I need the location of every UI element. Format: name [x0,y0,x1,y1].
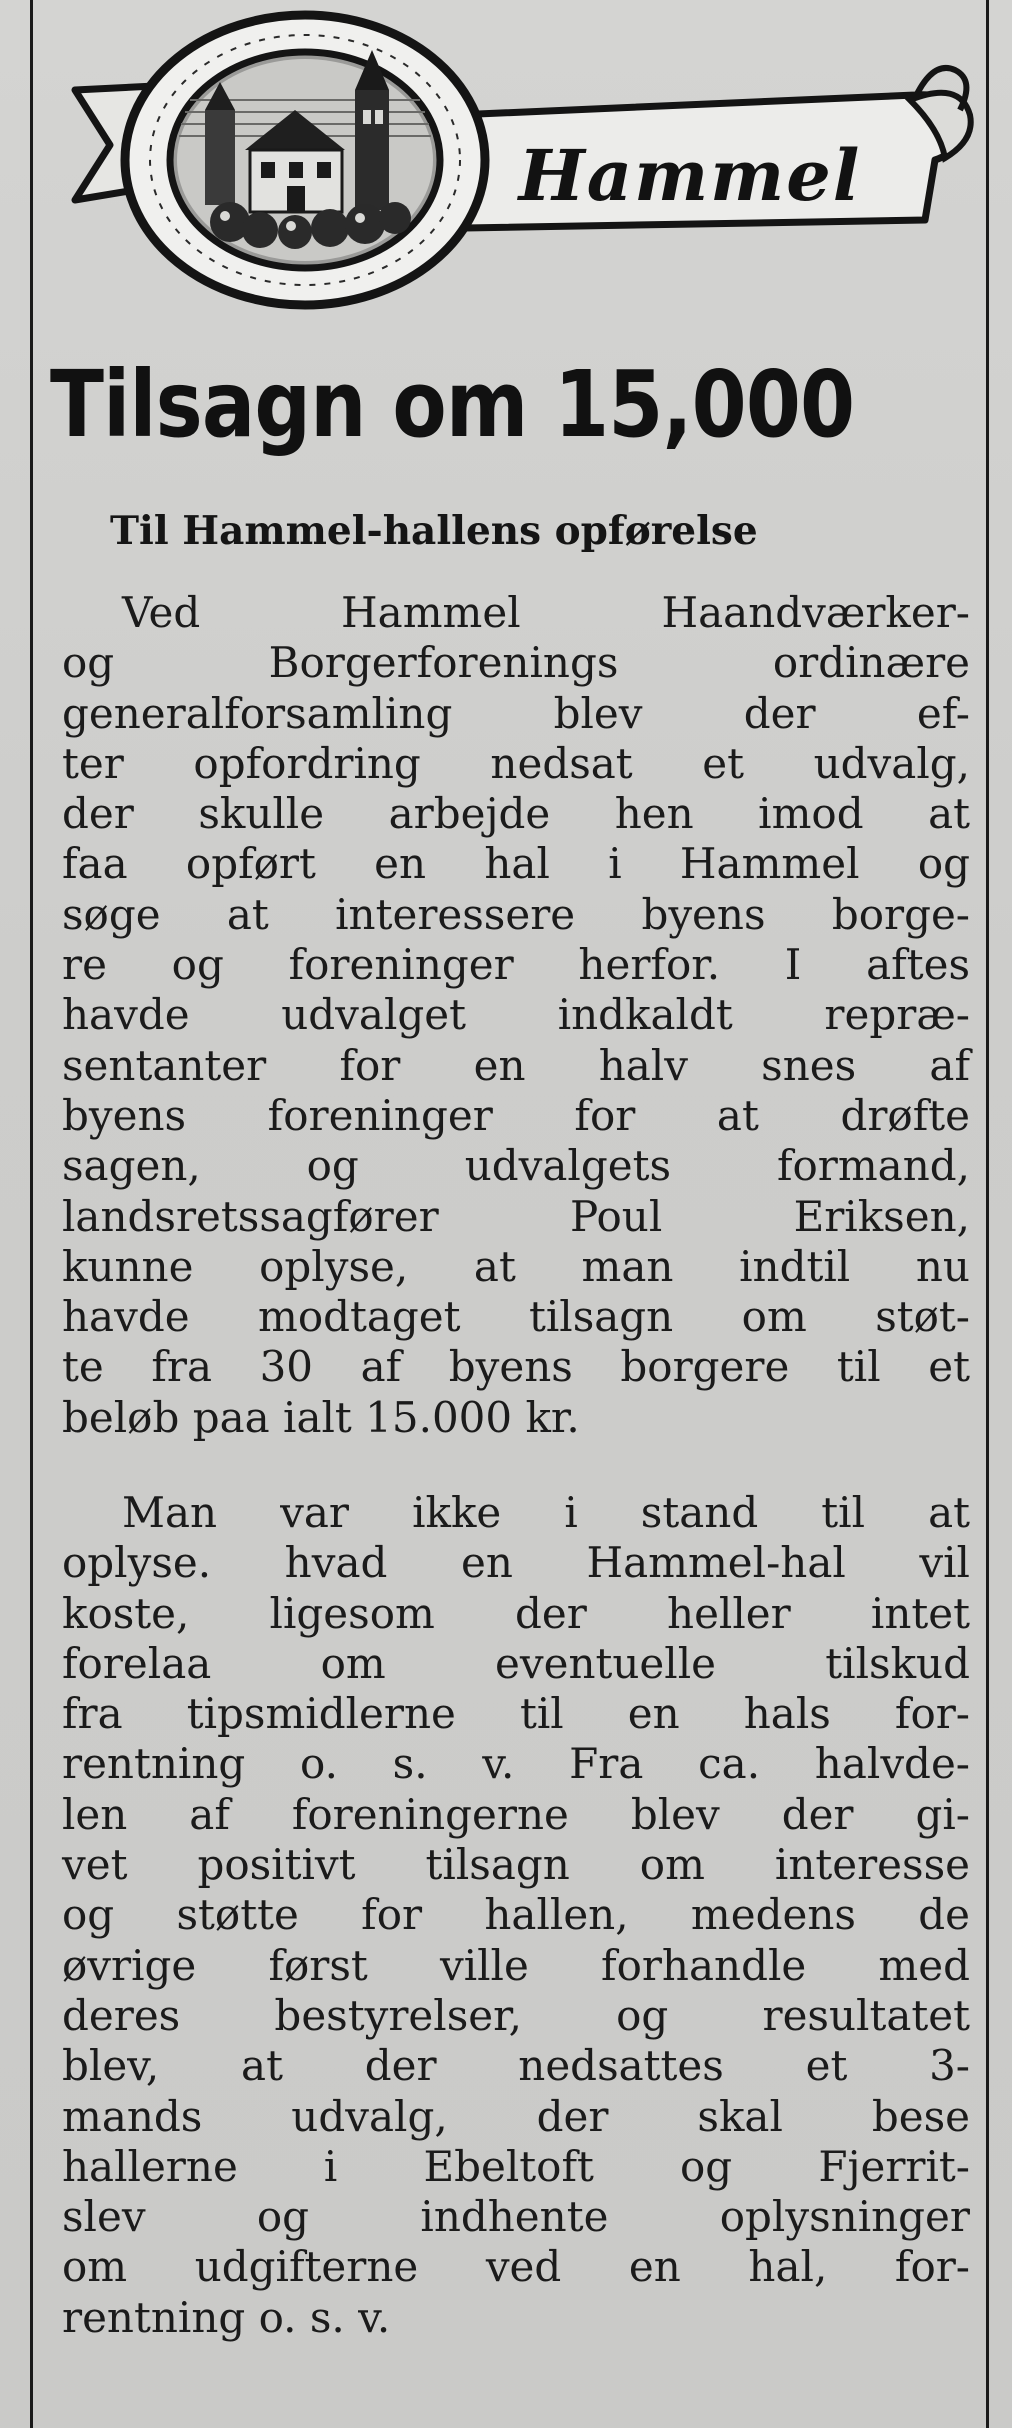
text-line: rentning o. s. v. [62,2292,391,2342]
text-line: generalforsamling blev der ef- [62,688,970,738]
text-line: øvrige først ville forhandle med [62,1940,970,1990]
article-paragraph-2 [62,1488,970,2343]
text-line: hallerne i Ebeltoft og Fjerrit- [62,2141,970,2191]
text-line: deres bestyrelser, og resultatet [62,1990,970,2040]
text-line: der skulle arbejde hen imod at [62,789,970,839]
text-line: len af foreningerne blev der gi- [62,1789,970,1839]
column-rule-left [30,0,33,2428]
text-line: re og foreninger herfor. I aftes [62,940,970,990]
text-line: te fra 30 af byens borgere til et [62,1342,970,1392]
text-line: ter opfordring nedsat et udvalg, [62,738,970,788]
text-line: om udgifterne ved en hal, for- [62,2242,970,2292]
text-line: og Borgerforenings ordinære [62,638,970,688]
subheadline: Til Hammel-hallens opførelse [110,508,758,554]
text-line: Man var ikke i stand til at [122,1488,970,1537]
text-line: blev, at der nedsattes et 3- [62,2041,970,2091]
text-line: faa opført en hal i Hammel og [62,839,970,889]
text-line: byens foreninger for at drøfte [62,1090,970,1140]
text-line: og støtte for hallen, medens de [62,1890,970,1940]
article-paragraph-1 [62,588,970,1443]
text-line: forelaa om eventuelle tilskud [62,1638,970,1688]
text-line: vet positivt tilsagn om interesse [62,1840,970,1890]
text-line: havde udvalget indkaldt repræ- [62,990,970,1040]
text-line: oplyse. hvad en Hammel-hal vil [62,1538,970,1588]
text-line: mands udvalg, der skal bese [62,2091,970,2141]
text-line: beløb paa ialt 15.000 kr. [62,1392,580,1442]
text-line: kunne oplyse, at man indtil nu [62,1241,970,1291]
text-line: Ved Hammel Haandværker- [122,588,970,637]
headline: Tilsagn om 15,000 [50,351,855,458]
text-line: fra tipsmidlerne til en hals for- [62,1689,970,1739]
text-line: sagen, og udvalgets formand, [62,1141,970,1191]
town-masthead [55,10,985,330]
text-line: rentning o. s. v. Fra ca. halvde- [62,1739,970,1789]
text-line: havde modtaget tilsagn om støt- [62,1292,970,1342]
text-line: koste, ligesom der heller intet [62,1588,970,1638]
text-line: sentanter for en halv snes af [62,1040,970,1090]
text-line: landsretssagfører Poul Eriksen, [62,1191,970,1241]
text-line: søge at interessere byens borge- [62,889,970,939]
masthead-title: Hammel [518,134,862,217]
column-rule-right [986,0,989,2428]
text-line: slev og indhente oplysninger [62,2192,970,2242]
